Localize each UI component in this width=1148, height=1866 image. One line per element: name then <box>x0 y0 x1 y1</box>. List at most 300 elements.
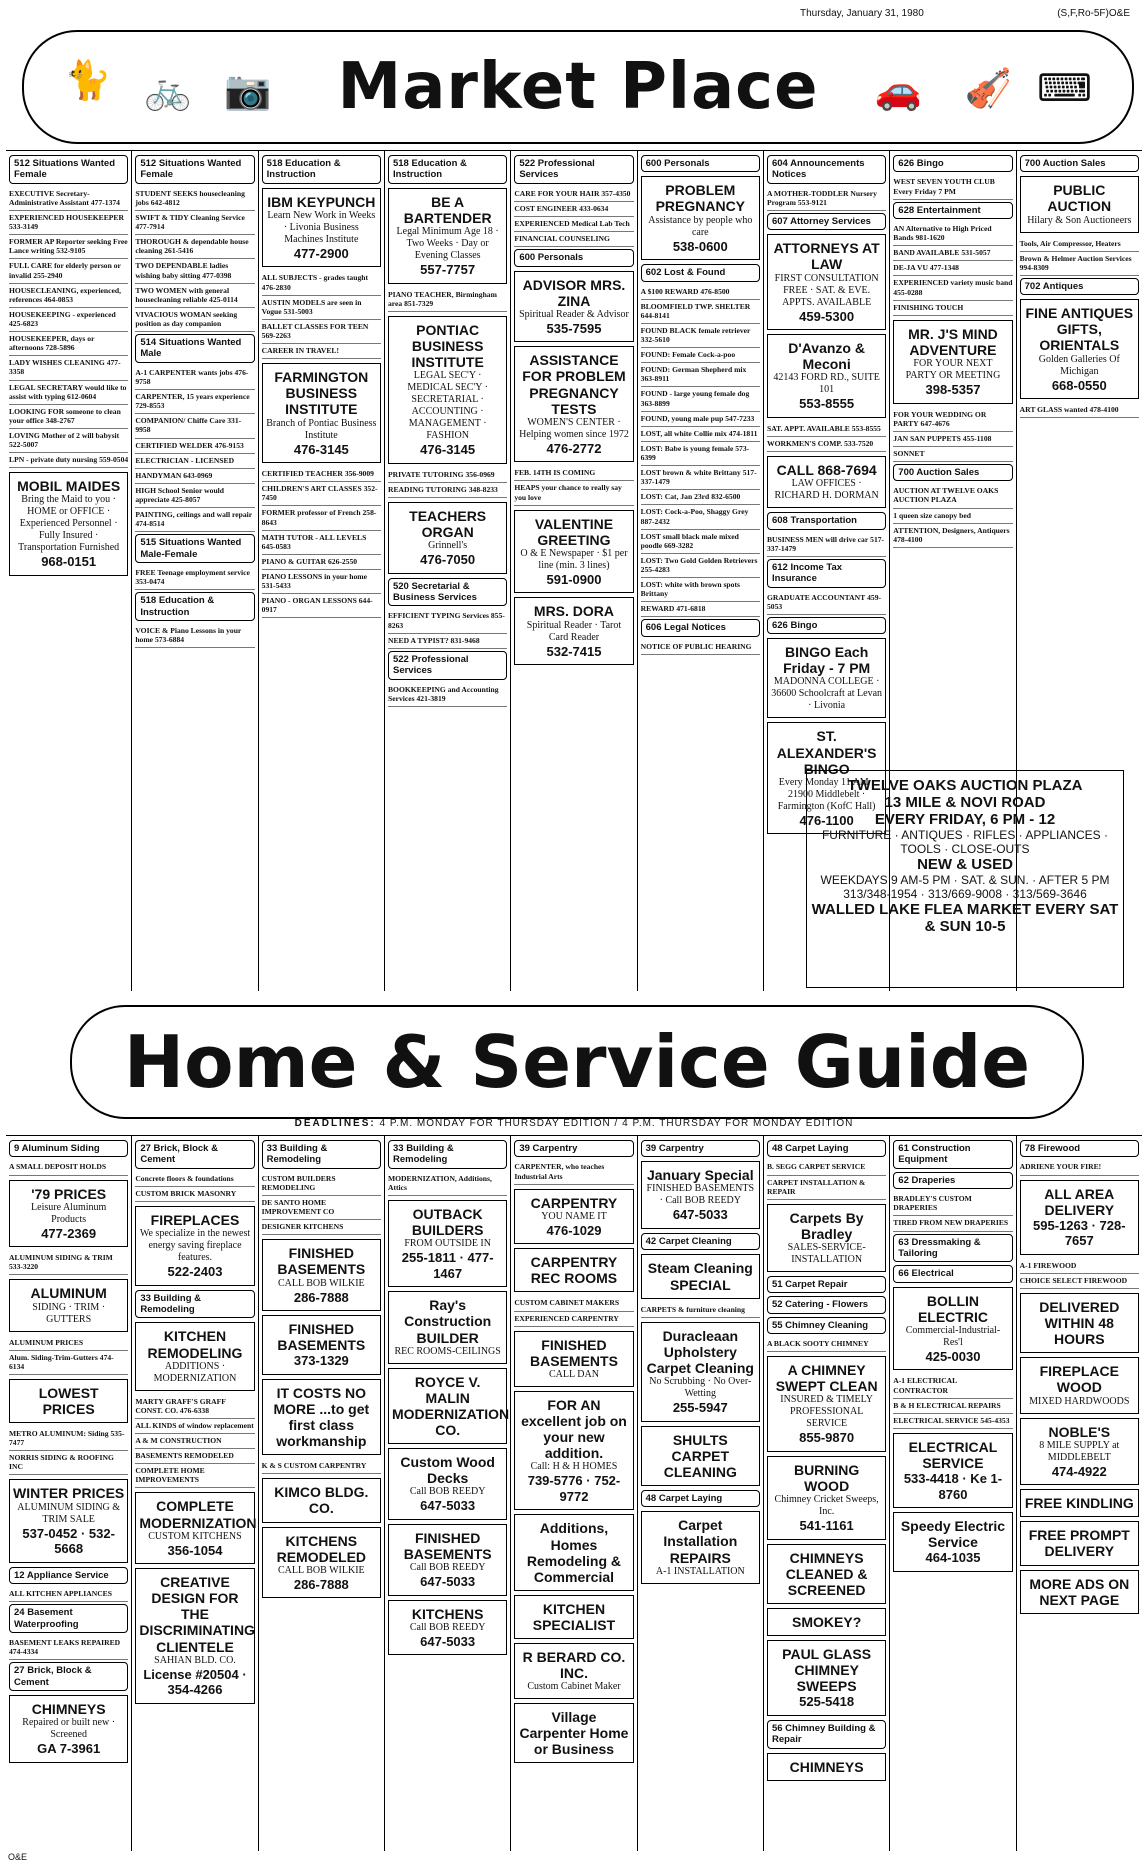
classified-ad <box>893 1374 1012 1398</box>
display-ad <box>641 176 760 260</box>
classified-ad <box>893 1216 1012 1231</box>
ad-phone: 981-1620 <box>915 233 945 243</box>
ad-text: A SMALL DEPOSIT HOLDS <box>9 1162 107 1172</box>
home-service-title: Home & Service Guide <box>123 1020 1031 1104</box>
classified-ad <box>1020 1160 1139 1175</box>
ad-text: WEST SEVEN YOUTH CLUB Every Friday 7 PM <box>893 177 995 196</box>
ad-text: CERTIFIED WELDER <box>135 440 213 450</box>
section-header: 61 Construction Equipment <box>893 1140 1012 1169</box>
ad-phone: 728-5896 <box>45 343 75 353</box>
section-header: 626 Bingo <box>767 617 886 634</box>
classified-column <box>637 151 763 991</box>
display-ad-headline: VALENTINE GREETING <box>534 515 614 548</box>
section-header: 78 Firewood <box>1020 1140 1139 1157</box>
display-ad-headline: Duracleaan Upholstery Carpet Cleaning <box>646 1327 754 1376</box>
ad-text: COMPLETE HOME IMPROVEMENTS <box>135 1466 205 1485</box>
ad-text: HOUSEKEEPER, days or afternoons <box>9 334 95 353</box>
display-ad-body: A-1 INSTALLATION <box>655 1565 745 1577</box>
classified-ad <box>641 324 760 348</box>
display-ad <box>262 1527 381 1599</box>
ad-phone: 522-5007 <box>9 440 39 450</box>
ad-text: CARPET INSTALLATION & REPAIR <box>766 1177 866 1196</box>
display-ad-headline: ATTORNEYS AT LAW <box>773 240 880 273</box>
section-header: 604 Announcements Notices <box>767 155 886 184</box>
display-ad-body: Bring the Maid to you · HOME or OFFICE · Experienced Personnel · Fully Insured · Transportation Furnished <box>18 494 120 554</box>
classified-ad <box>893 484 1012 508</box>
display-ad-body: YOU NAME IT <box>541 1210 607 1222</box>
section-header: 512 Situations Wanted Female <box>9 155 128 184</box>
ad-line: 313/348-1954 · 313/669-9008 · 313/569-3646 <box>843 887 1087 901</box>
classified-ad <box>641 530 760 554</box>
display-ad-headline: Additions, Homes Remodeling & Commercial <box>526 1520 622 1585</box>
display-ad <box>1020 1489 1139 1517</box>
ad-phone: 353-0474 <box>135 577 165 587</box>
ad-phone: 644-8141 <box>640 310 670 320</box>
display-ad-phone: 477-2369 <box>41 1225 97 1241</box>
ad-text: LOST small black male mixed poodle <box>640 531 739 550</box>
display-ad <box>641 1254 760 1298</box>
ad-text: CAREER IN TRAVEL! <box>261 346 340 356</box>
display-ad-phone: GA 7-3961 <box>37 1741 101 1757</box>
ad-text: FREE Teenage employment service <box>135 568 250 578</box>
ad-text: CARPETS & furniture cleaning <box>640 1304 745 1314</box>
display-ad-headline: PAUL GLASS CHIMNEY SWEEPS <box>782 1646 872 1695</box>
ad-text: SAT. APPT. AVAILABLE <box>766 423 850 433</box>
display-ad <box>514 510 633 594</box>
ad-phone: 477-1374 <box>90 197 120 207</box>
classified-ad <box>514 187 633 202</box>
display-ad-phone: 647-5033 <box>420 1574 476 1589</box>
home-service-banner <box>70 1005 1084 1119</box>
ad-phone: 553-9121 <box>797 197 827 207</box>
ad-phone: 331-9958 <box>135 416 242 435</box>
display-ad-headline: SHULTS CARPET CLEANING <box>663 1431 737 1480</box>
ad-text: CARE FOR YOUR HAIR <box>514 188 600 198</box>
ad-text: LOST: Cock-a-Poo, Shaggy Grey <box>640 507 749 517</box>
section-header: 51 Carpet Repair <box>767 1276 886 1293</box>
classified-ad <box>9 1451 128 1475</box>
classified-ad <box>767 533 886 557</box>
ad-text: DESIGNER KITCHENS <box>261 1222 344 1232</box>
section-header: 520 Secretarial & Business Services <box>388 578 507 607</box>
classified-ad <box>135 1449 254 1464</box>
ad-phone: 425-8057 <box>171 494 201 504</box>
display-ad-phone: 525-5418 <box>799 1694 855 1710</box>
section-header: 33 Building & Remodeling <box>135 1290 254 1319</box>
ad-text: LOST: Two Gold Golden Retrievers <box>640 555 758 565</box>
ad-text: BUSINESS MEN will drive car <box>766 534 869 544</box>
ad-text: FINANCIAL COUNSELING <box>514 234 610 244</box>
section-header: 600 Personals <box>641 155 760 172</box>
classified-column <box>6 1136 131 1851</box>
display-ad-phone: 373-1329 <box>293 1353 349 1369</box>
ad-text: ADRIENE YOUR FIRE! <box>1019 1162 1102 1172</box>
ad-line: EVERY FRIDAY, 6 PM - 12 <box>874 811 1056 828</box>
classified-ad <box>262 1196 381 1220</box>
ad-text: LOST brown & white Brittany <box>640 468 741 478</box>
display-ad-phone: 286-7888 <box>293 1289 349 1305</box>
display-ad-phone: 595-1263 · 728-7657 <box>1033 1217 1126 1249</box>
ad-phone: 669-3282 <box>664 540 694 550</box>
ad-text: LOST: Babe is young female <box>640 443 734 453</box>
display-ad-headline: Custom Wood Decks <box>400 1454 495 1487</box>
classified-ad <box>388 683 507 707</box>
section-header: 55 Chimney Cleaning <box>767 1317 886 1334</box>
classified-ad <box>893 222 1012 246</box>
section-header: 27 Brick, Block & Cement <box>135 1140 254 1169</box>
section-header: 522 Professional Services <box>514 155 633 184</box>
section-header: 48 Carpet Laying <box>767 1140 886 1157</box>
section-header: 514 Situations Wanted Male <box>135 334 254 363</box>
ad-phone: 643-0969 <box>183 470 213 480</box>
section-header: 63 Dressmaking & Tailoring <box>893 1234 1012 1263</box>
classified-ad <box>262 506 381 530</box>
classified-ad <box>767 591 886 615</box>
section-header: 522 Professional Services <box>388 651 507 680</box>
display-ad-phone: 553-8555 <box>799 396 855 412</box>
display-ad <box>514 346 633 462</box>
ad-phone: 851-7329 <box>404 298 434 308</box>
classified-ad <box>9 187 128 211</box>
ad-text: EXECUTIVE Secretary-Administrative Assistant <box>9 188 90 207</box>
ad-text: SWIFT & TIDY Cleaning Service <box>135 213 245 222</box>
display-ad-body: We specialize in the newest energy saving fireplace features. <box>139 1228 251 1264</box>
classified-ad <box>641 578 760 602</box>
display-ad-headline: CHIMNEYS CLEANED & SCREENED <box>785 1549 868 1598</box>
display-ad <box>893 1287 1012 1371</box>
display-ad-body: FINISHED BASEMENTS · Call BOB REEDY <box>646 1183 755 1207</box>
classified-column <box>131 1136 257 1851</box>
classified-ad <box>135 1395 254 1419</box>
ad-text: FOUND, young male pup <box>640 413 724 423</box>
display-ad-phone: 647-5033 <box>420 1633 476 1649</box>
ad-phone: 476-8500 <box>700 286 730 296</box>
ad-line: 13 MILE & NOVI ROAD <box>884 794 1046 811</box>
edition-code: (S,F,Ro-5F)O&E <box>1057 8 1130 19</box>
ad-text: A-1 CARPENTER wants jobs <box>135 367 233 377</box>
ad-text: LOST: Cat, Jan 23rd <box>640 492 710 502</box>
display-ad-headline: FIREPLACES <box>150 1212 240 1228</box>
home-service-columns <box>6 1135 1142 1851</box>
ad-text: THOROUGH & dependable house cleaning <box>135 237 249 256</box>
display-ad-body: SALES-SERVICE-INSTALLATION <box>787 1241 866 1265</box>
ad-text: CARPENTER, 15 years experience <box>135 392 250 402</box>
display-ad-headline: ALUMINUM <box>30 1285 107 1302</box>
classified-ad <box>767 1160 886 1175</box>
display-ad <box>1020 1293 1139 1353</box>
ad-text: FEB. 14TH IS COMING <box>514 468 596 478</box>
display-ad-phone: 255-1811 · 477-1467 <box>401 1250 494 1281</box>
display-ad <box>514 1643 633 1699</box>
ad-phone: 533-3149 <box>9 222 39 232</box>
classified-ad <box>135 439 254 454</box>
ad-phone: 425-6823 <box>9 318 39 328</box>
ad-phone: 887-2432 <box>640 516 670 526</box>
display-ad-body: SIDING · TRIM · GUTTERS <box>32 1301 106 1325</box>
classified-ad <box>9 381 128 405</box>
twelve-oaks-auction-ad <box>806 770 1124 988</box>
display-ad-body: REC ROOMS-CEILINGS <box>394 1345 501 1357</box>
display-ad-phone: 286-7888 <box>293 1576 349 1592</box>
display-ad-body: Repaired or built new · Screened <box>22 1717 116 1741</box>
display-ad-headline: IBM KEYPUNCH <box>267 193 376 210</box>
classified-ad <box>514 202 633 217</box>
ad-phone: 471-6818 <box>676 604 706 614</box>
display-ad <box>9 1695 128 1763</box>
ad-text: EXPERIENCED HOUSEKEEPER <box>9 213 124 222</box>
ad-phone: 363-8911 <box>640 374 670 384</box>
display-ad-body: Call BOB REEDY <box>409 1562 486 1573</box>
display-ad-headline: PUBLIC AUCTION <box>1047 182 1112 215</box>
classified-column <box>384 151 510 991</box>
display-ad <box>514 271 633 343</box>
display-ad <box>9 1279 128 1331</box>
display-ad-body: O & E Newspaper · $1 per line (min. 3 lines) <box>520 547 628 571</box>
ad-phone: 647-4676 <box>920 418 950 428</box>
ad-text: LOST: white with brown spots Brittany <box>640 580 740 599</box>
display-ad-phone: 522-2403 <box>167 1264 223 1280</box>
ad-text: ALUMINUM SIDING & TRIM <box>9 1253 113 1263</box>
ad-phone: 612-0604 <box>67 391 97 401</box>
classified-ad <box>893 261 1012 276</box>
ad-phone: 531-5003 <box>283 306 313 316</box>
display-ad-body: Call BOB REEDY <box>409 1486 486 1498</box>
display-ad <box>767 1456 886 1540</box>
classified-ad <box>9 284 128 308</box>
classified-column <box>6 151 131 991</box>
classified-ad <box>9 211 128 235</box>
display-ad-headline: OUTBACK BUILDERS <box>411 1206 484 1239</box>
display-ad-headline: FINISHED BASEMENTS <box>277 1321 366 1354</box>
display-ad-headline: PROBLEM PREGNANCY <box>655 182 746 215</box>
ad-phone: 332-5610 <box>640 335 670 344</box>
classified-column <box>258 151 384 991</box>
display-ad <box>388 1600 507 1656</box>
display-ad-body: SAHIAN BLD. CO. <box>154 1654 236 1666</box>
ad-phone: 348-8233 <box>468 484 498 494</box>
display-ad-phone: 464-1035 <box>925 1550 981 1566</box>
section-header: 42 Carpet Cleaning <box>641 1233 760 1250</box>
ad-text: 1 queen size canopy bed <box>893 510 971 520</box>
ad-line: TWELVE OAKS AUCTION PLAZA <box>847 777 1083 794</box>
display-ad-headline: FIREPLACE WOOD <box>1039 1363 1119 1396</box>
classified-ad <box>641 554 760 578</box>
classified-column <box>510 151 636 991</box>
violin-illustration: 🎻 <box>964 68 1012 110</box>
market-place-banner <box>22 30 1134 144</box>
display-ad <box>388 188 507 284</box>
section-header: 515 Situations Wanted Male-Female <box>135 534 254 563</box>
classified-ad <box>262 467 381 482</box>
ad-line: WEEKDAYS 9 AM-5 PM · SAT. & SUN. · AFTER 5 PM <box>820 873 1110 887</box>
display-ad <box>9 472 128 576</box>
classified-ad <box>9 1636 128 1660</box>
ad-phone: 644-0917 <box>261 596 373 615</box>
display-ad <box>1020 1521 1139 1565</box>
classified-ad <box>641 300 760 324</box>
display-ad <box>767 1640 886 1716</box>
display-ad-headline: MOBIL MAIDES <box>17 478 121 495</box>
display-ad-headline: '79 PRICES <box>31 1185 107 1202</box>
ad-text: EXPERIENCED variety music band <box>893 278 1013 288</box>
classified-ad <box>893 246 1012 261</box>
display-ad-phone: 474-4922 <box>1051 1463 1107 1479</box>
display-ad-headline: ALL AREA DELIVERY <box>1044 1185 1115 1218</box>
classified-ad <box>514 217 633 232</box>
classified-ad <box>9 356 128 380</box>
section-header: 626 Bingo <box>893 155 1012 172</box>
display-ad-headline: Village Carpenter Home or Business <box>519 1709 629 1758</box>
display-ad-headline: LOWEST PRICES <box>38 1384 99 1417</box>
display-ad-body: Grinnell's <box>428 540 468 552</box>
display-ad <box>767 1544 886 1604</box>
classified-ad <box>767 187 886 211</box>
ad-phone: 352-7450 <box>261 484 378 503</box>
display-ad-headline: R BERARD CO. INC. <box>522 1649 626 1682</box>
ad-phone: 531-5433 <box>261 581 291 591</box>
display-ad <box>514 1248 633 1292</box>
display-ad-body: MADONNA COLLEGE · 36600 Schoolcraft at Levan · Livonia <box>771 676 883 712</box>
display-ad-headline: CHIMNEYS <box>31 1701 106 1718</box>
ad-text: ALUMINUM PRICES <box>9 1337 84 1347</box>
section-header: 12 Appliance Service <box>9 1567 128 1584</box>
ad-phone: 517-337-1479 <box>766 534 885 553</box>
ad-phone: 433-0634 <box>579 203 609 213</box>
classified-ad <box>1020 1259 1139 1274</box>
ad-text: A-1 FIREWOOD <box>1019 1260 1077 1270</box>
display-ad-headline: FINISHED BASEMENTS <box>277 1245 366 1278</box>
classified-ad <box>893 1414 1012 1429</box>
classified-ad <box>641 505 760 529</box>
classified-ad <box>893 1192 1012 1216</box>
bicycle-illustration: 🚲 <box>144 70 192 112</box>
ad-phone: 356-0969 <box>465 469 495 479</box>
display-ad-body: LAW OFFICES · RICHARD H. DORMAN <box>774 478 879 502</box>
section-header: 39 Carpentry <box>514 1140 633 1157</box>
display-ad-headline: CARPENTRY REC ROOMS <box>530 1254 618 1287</box>
display-ad-phone: 398-5357 <box>925 381 981 397</box>
display-ad-headline: WINTER PRICES <box>13 1485 125 1502</box>
classified-ad <box>893 301 1012 316</box>
display-ad <box>641 1426 760 1486</box>
ad-text: FOUND BLACK female retriever <box>640 325 751 335</box>
ad-line: NEW & USED <box>917 856 1013 873</box>
display-ad <box>767 1608 886 1636</box>
ad-phone: 348-2767 <box>45 415 75 425</box>
classified-ad <box>893 509 1012 524</box>
ad-text: PIANO & GUITAR <box>261 556 327 566</box>
deadlines-line <box>0 1118 1148 1129</box>
display-ad <box>767 234 886 330</box>
display-ad-headline: Carpets By Bradley <box>789 1209 864 1242</box>
ad-text: PIANO - ORGAN LESSONS <box>261 596 357 606</box>
display-ad <box>641 1161 760 1229</box>
display-ad <box>514 1595 633 1639</box>
display-ad <box>388 502 507 574</box>
display-ad-headline: TEACHERS ORGAN <box>409 507 487 540</box>
display-ad-body: Chimney Cricket Sweeps, Inc. <box>774 1494 879 1518</box>
display-ad-headline: SMOKEY? <box>792 1614 862 1631</box>
display-ad-headline: KITCHENS <box>411 1605 484 1622</box>
display-ad-headline: ADVISOR MRS. ZINA <box>522 276 626 309</box>
display-ad-headline: ELECTRICAL SERVICE <box>908 1438 998 1471</box>
classified-ad <box>767 1337 886 1352</box>
classified-ad <box>9 259 128 283</box>
display-ad <box>135 1492 257 1564</box>
ad-phone: 559-0504 <box>99 455 129 465</box>
ad-text: LEGAL SECRETARY would like to assist with typing <box>9 382 127 401</box>
display-ad <box>9 1379 128 1423</box>
display-ad-body: Leisure Aluminum Products <box>31 1201 107 1225</box>
ad-phone: 459-5053 <box>766 592 882 611</box>
ad-text: PIANO LESSONS in your home <box>261 571 368 581</box>
display-ad-headline: January Special <box>646 1167 754 1184</box>
classified-ad <box>641 466 760 490</box>
section-header: 607 Attorney Services <box>767 213 886 230</box>
display-ad-headline: FINISHED BASEMENTS <box>530 1336 618 1369</box>
classified-ad <box>135 1187 254 1202</box>
display-ad-headline: D'Avanzo & Meconi <box>788 340 865 373</box>
ad-phone: 642-4812 <box>150 197 180 207</box>
display-ad-body: Golden Galleries Of Michigan <box>1038 353 1120 377</box>
classified-ad <box>1020 1274 1139 1289</box>
ad-phone: 477-0398 <box>202 270 232 280</box>
ad-text: FINISHING TOUCH <box>893 302 964 312</box>
display-ad-headline: BURNING WOOD <box>793 1461 860 1495</box>
section-header: 518 Education & Instruction <box>262 155 381 184</box>
ad-text: Alum. Siding-Trim-Gutters <box>9 1352 98 1362</box>
ad-phone: 464-0853 <box>43 294 74 304</box>
ad-line: WALLED LAKE FLEA MARKET EVERY SAT & SUN 10-5 <box>811 901 1119 935</box>
display-ad-headline: BE A BARTENDER <box>403 193 492 226</box>
classified-ad <box>9 1336 128 1351</box>
display-ad-phone: 541-1161 <box>799 1518 854 1534</box>
classified-ad <box>9 1351 128 1375</box>
ad-text: Brown & Helmer Auction Services <box>1019 253 1132 263</box>
ad-text: REWARD <box>640 604 675 614</box>
ad-text: JAN SAN PUPPETS <box>893 433 961 443</box>
ad-text: CHOICE SELECT FIREWOOD <box>1019 1275 1128 1285</box>
deadlines-label: DEADLINES: <box>294 1118 376 1129</box>
classified-ad <box>893 524 1012 548</box>
ad-text: A MOTHER-TODDLER Nursery Program <box>766 188 877 207</box>
ad-phone: 994-8309 <box>1019 262 1049 272</box>
display-ad <box>1020 1180 1139 1255</box>
ad-text: MODERNIZATION, Additions, Attics <box>387 1173 492 1192</box>
classified-ad <box>135 308 254 332</box>
ad-phone: 363-8899 <box>640 398 670 408</box>
display-ad <box>388 316 507 464</box>
ad-text: HANDYMAN <box>135 470 182 480</box>
display-ad-phone: 968-0151 <box>41 554 97 570</box>
ad-text: BASEMENT LEAKS REPAIRED <box>9 1638 121 1648</box>
display-ad <box>388 1448 507 1520</box>
section-header: 700 Auction Sales <box>1020 155 1139 172</box>
classified-ad <box>9 429 128 453</box>
display-ad <box>262 1478 381 1522</box>
ad-text: ELECTRICIAN - LICENSED <box>135 455 235 465</box>
section-header: 518 Education & Instruction <box>135 592 254 621</box>
classified-ad <box>1020 403 1139 418</box>
ad-text: PRIVATE TUTORING <box>387 469 464 479</box>
display-ad-body: ALUMINUM SIDING & TRIM SALE <box>17 1501 121 1525</box>
display-ad-body: CALL DAN <box>549 1368 599 1380</box>
ad-text: GRADUATE ACCOUNTANT <box>766 592 866 602</box>
display-ad-headline: Steam Cleaning SPECIAL <box>647 1260 753 1293</box>
ad-text: STUDENT SEEKS housecleaning jobs <box>135 188 245 207</box>
ad-phone: 258-8643 <box>261 508 377 527</box>
ad-phone: 476-9153 <box>214 440 244 450</box>
